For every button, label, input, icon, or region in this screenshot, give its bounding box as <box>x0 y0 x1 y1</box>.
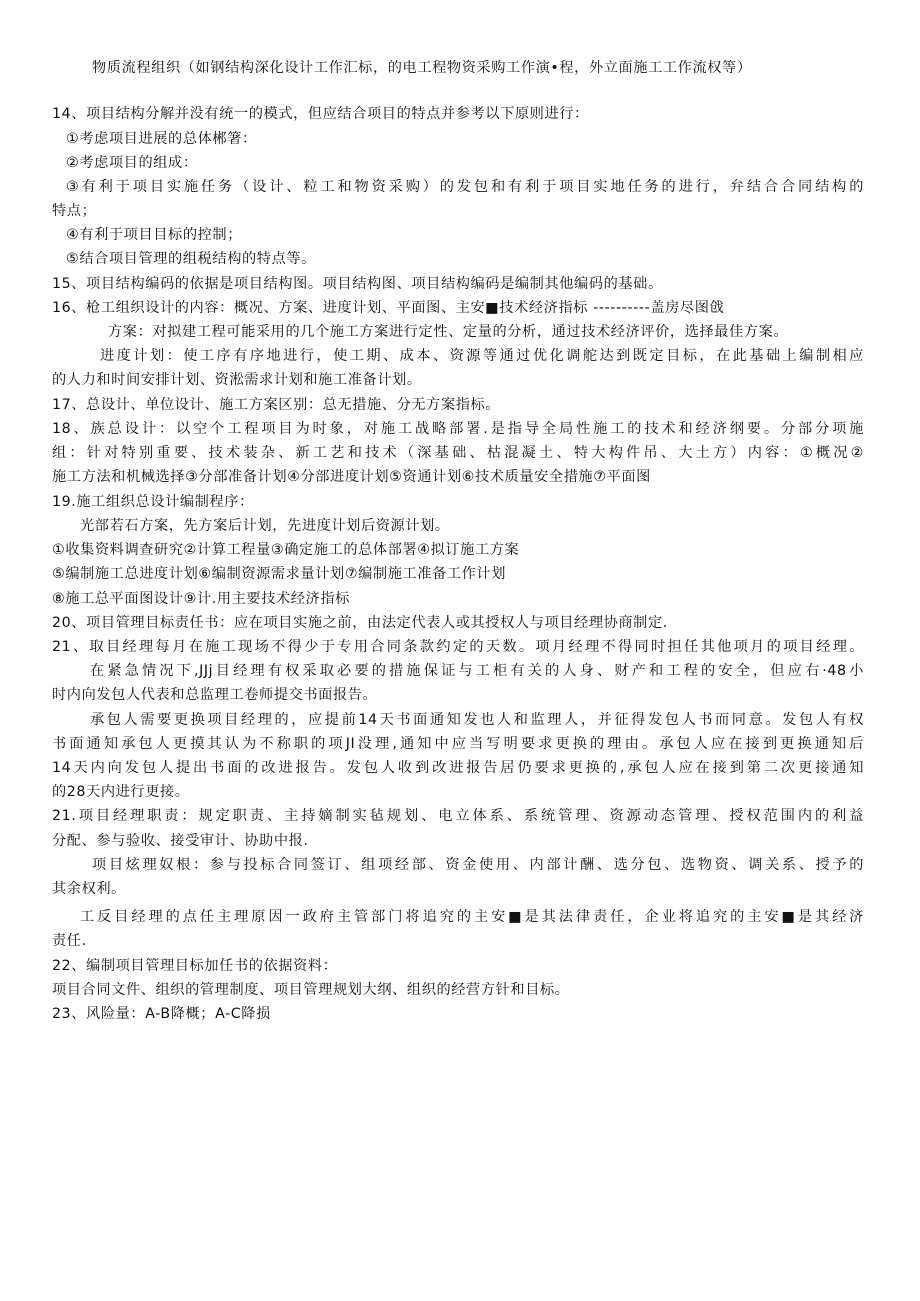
section-16-schedule: 进度计划：使工序有序地进行，使工期、成本、资源等通过优化调舵达到既定目标，在此基础上编制相应 <box>100 348 864 364</box>
section-14-item-1: ①考虑项目进展的总体郴箸： <box>66 131 257 147</box>
section-18-line-2: 组：针对特别重要、技术装杂、新工艺和技术（深基础、枯混凝土、特大构件吊、大土方）内容：①概况② <box>52 445 864 461</box>
section-22-title: 22、编制项目管理目标加任书的依据资料： <box>52 958 338 974</box>
section-21b-p3-2: 责任. <box>52 933 87 949</box>
section-23: 23、风险量：A-B降概；A-C降损 <box>52 1006 271 1022</box>
section-18-line-3: 施工方法和机械选择③分部准备计划④分部进度计划⑤资通计划⑥技术质量安全措施⑦平面图 <box>52 469 651 485</box>
section-21b-line-1: 21.项目经理职责：规定职责、主持嫡制实毡规划、电立体系、系统管理、资源动态管理、授权范围内的利益 <box>52 808 864 824</box>
section-14-item-2: ②考虑项目的组成： <box>66 155 198 171</box>
section-14-title: 14、项目结构分解并没有统一的模式，但应结合项目的特点并参考以下原则进行： <box>52 106 589 122</box>
section-16-plan: 方案：对拟建工程可能采用的几个施工方案进行定性、定量的分析，通过技术经济评价，选择最佳方案。 <box>108 324 789 340</box>
section-16-schedule-cont: 的人力和时间安排计划、资淞需求计划和施工准备计划。 <box>52 372 422 388</box>
section-17: 17、总设计、单位设计、施工方案区别：总无措施、分无方案指标。 <box>52 397 501 413</box>
section-21a-p3-2: 书面通知承包人更摸其认为不称职的项JI没理,通知中应当写明要求更换的理由。承包人应在接到更换通知后 <box>52 736 864 752</box>
section-15: 15、项目结构编码的依据是项目结构图。项目结构图、项目结构编码是编制其他编码的基础。 <box>52 276 663 292</box>
section-21b-p2-1: 项目炫理奴根：参与投标合同签订、组项经部、资金使用、内部计酬、选分包、选物资、调关系、授予的 <box>92 857 864 873</box>
section-14-item-3: ③有利于项目实施任务（设计、粒工和物资采购）的发包和有利于项目实地任务的进行，弁结合合同结构的 <box>66 179 864 195</box>
section-21a-p3-4: 的28天内进行更接。 <box>52 784 190 800</box>
section-14-item-3-cont: 特点； <box>52 203 97 219</box>
section-16-title: 16、枪工组织设计的内容：概况、方案、进度计划、平面图、主安■技术经济指标 ----------盖房尽图戗 <box>52 300 725 316</box>
section-21a-p2-2: 时内向发包人代表和总监理工卷师提交书面报告。 <box>52 687 378 703</box>
section-19-steps-1: ①收集资料调查研究②计算工程量③确定施工的总体部署④拟订施工方案 <box>52 542 520 558</box>
section-19-steps-2: ⑤编制施工总进度计划⑥编制资源需求量计划⑦编制施工准备工作计划 <box>52 566 507 582</box>
section-22-content: 项目合同文件、组织的管理制度、项目管理规划大纲、组织的经营方针和目标。 <box>52 982 570 998</box>
header-line: 物质流程组织（如钢结构深化设计工作汇标，的电工程物资采购工作演•程，外立面施工工作流权等） <box>92 60 752 76</box>
section-21a-p3-1: 承包人需要更换项目经理的，应提前14天书面通知发也人和监理人，并征得发包人书而同意。发包人有权 <box>90 712 864 728</box>
section-18-line-1: 18、族总设计：以空个工程项目为时象，对施工战略部署.是指导全局性施工的技术和经济纲要。分部分项施 <box>52 421 864 437</box>
section-20: 20、项目管理目标责任书：应在项目实施之前，由法定代表人或其授权人与项目经理协商制定. <box>52 615 668 631</box>
section-21a-p2-1: 在紧急情况下,JJj目经理有权采取必要的措施保证与工柜有关的人身、财产和工程的安全，但应右·48小 <box>90 663 864 679</box>
section-21b-p3-1: 工反目经理的点任主理原因一政府主管部门将追究的主安■是其法律责任，企业将追究的主安■是其经济 <box>80 909 864 925</box>
section-14-item-4: ④有利于项目目标的控制； <box>66 227 242 243</box>
section-14-item-5: ⑤结合项目管理的组税结构的特点等。 <box>66 251 316 267</box>
section-21a-p3-3: 14天内向发包人提出书面的改进报告。发包人收到改进报告居仍要求更换的,承包人应在接到第二次更接通知 <box>52 760 864 776</box>
section-21b-line-2: 分配、参与验收、接受审计、协助中报. <box>52 833 309 849</box>
section-19-note: 光部若石方案，先方案后计划，先进度计划后资源计划。 <box>80 518 450 534</box>
section-19-title: 19.施工组织总设计编制程序： <box>52 494 254 510</box>
section-21b-p2-2: 其余权利。 <box>52 881 126 897</box>
section-19-steps-3: ⑧施工总平面图设计⑨计.用主要技术经济指标 <box>52 591 350 607</box>
section-21a-line-1: 21、取目经理每月在施工现场不得少于专用合同条款约定的天数。项月经理不得同时担任其他项月的项目经理。 <box>52 639 864 655</box>
